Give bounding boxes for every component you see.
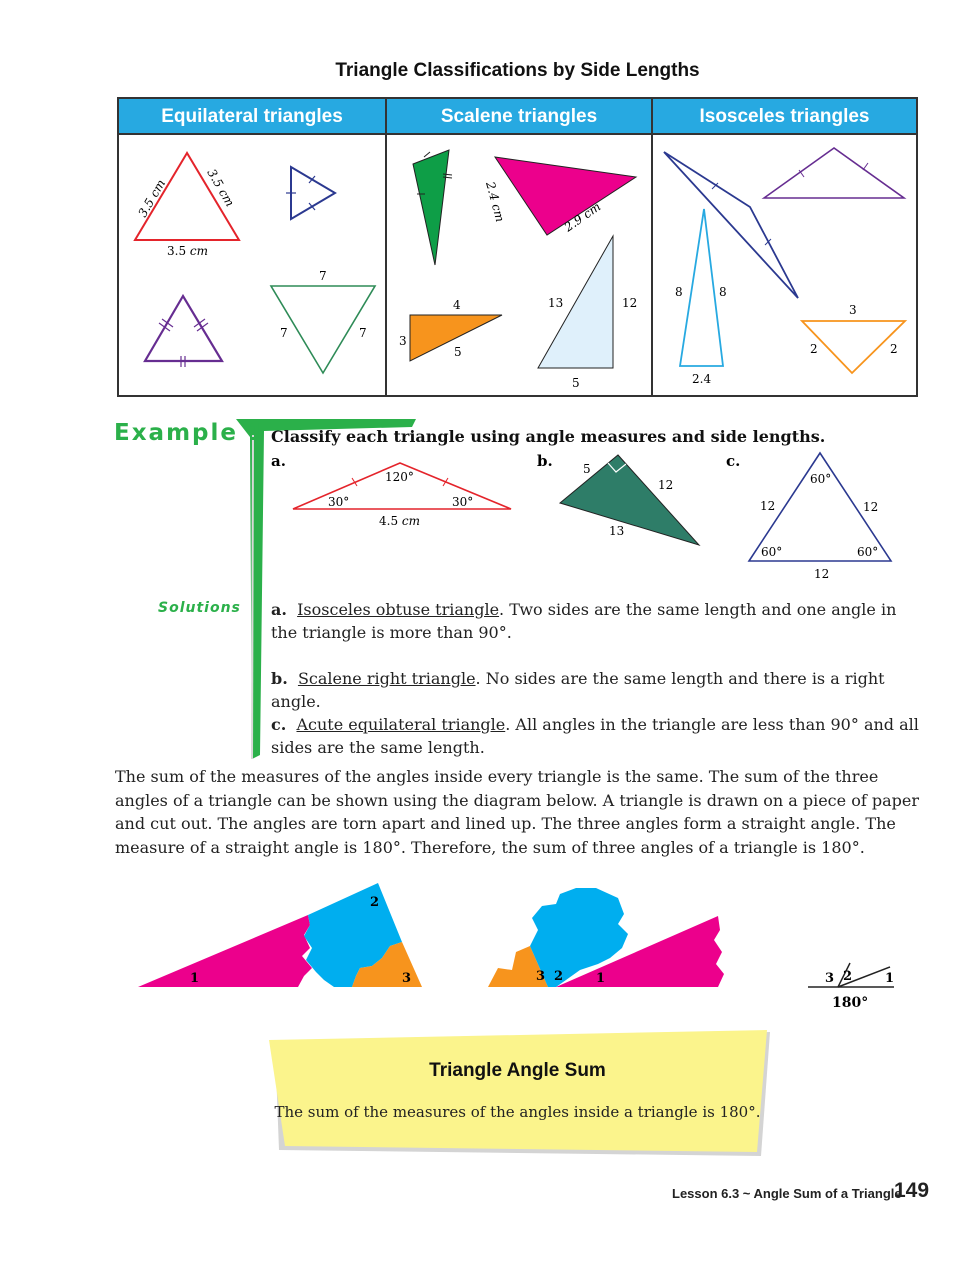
label-left: 8 [675, 285, 683, 299]
label-top: 4 [453, 298, 461, 312]
angle-top: 120° [385, 470, 414, 484]
torn-angles [488, 888, 724, 987]
solution-a: a. Isosceles obtuse triangle. Two sides are the same length and one angle in the triangle is more than 90°. [271, 600, 897, 642]
label-side-b: 3.5 cm [204, 166, 238, 210]
angle-sum-diagram [120, 880, 920, 1020]
header-isosceles: Isosceles triangles [653, 99, 916, 133]
label-right: 2 [890, 342, 898, 356]
letter-c: c. [726, 452, 741, 470]
equilateral-triangle-green [271, 269, 375, 373]
rule-title: Triangle Angle Sum [429, 1060, 606, 1081]
example-b [537, 452, 699, 545]
sketch-3-label: 3 [825, 971, 835, 986]
header-equilateral: Equilateral triangles [119, 99, 385, 133]
side-long: 12 [658, 478, 674, 492]
label-top: 7 [319, 269, 327, 283]
table-title: Triangle Classifications by Side Lengths [335, 60, 700, 81]
rule-box [265, 1030, 770, 1160]
header-scalene: Scalene triangles [387, 99, 651, 133]
letter-b: b. [537, 452, 553, 470]
label-left: 2 [810, 342, 818, 356]
isosceles-triangle-blue [675, 209, 727, 386]
label-left: 3 [399, 334, 407, 348]
side-left: 12 [760, 499, 776, 513]
angle-2-label: 2 [370, 895, 380, 910]
torn-2-label: 2 [554, 969, 564, 984]
angle-3-label: 3 [402, 971, 412, 986]
angle-right: 60° [857, 545, 879, 559]
scalene-triangle-orange [399, 298, 502, 361]
label-right: 12 [622, 296, 638, 310]
equilateral-triangle-purple [145, 296, 222, 367]
example-a [271, 452, 511, 528]
straight-angle-sketch [808, 963, 894, 1011]
side-short: 5 [583, 462, 591, 476]
page-number: 149 [894, 1179, 930, 1202]
isosceles-triangle-navy [664, 152, 798, 298]
example-c [726, 452, 891, 581]
torn-3-label: 3 [536, 969, 546, 984]
label-side-b: 2.9 cm [561, 199, 604, 235]
angle-top: 60° [810, 472, 832, 486]
scalene-triangle-lightblue [538, 236, 637, 390]
scalene-triangle-green [413, 150, 452, 265]
angle-sum-paragraph: The sum of the measures of the angles inside every triangle is the same. The sum of the three angles of a triangle can be shown using the diagram below. A triangle is drawn on a piece of paper and cut out. The angles are torn apart and lined up. The three angles form a straight angle. The measure of a straight angle is 180°. Therefore, the sum of three angles of a triangle is 180°. [115, 767, 919, 857]
side-base: 12 [814, 567, 830, 581]
base-length: 4.5 cm [379, 514, 421, 528]
label-bottom: 5 [572, 376, 580, 390]
straight-angle-label: 180° [832, 995, 869, 1011]
sketch-1-label: 1 [885, 971, 895, 986]
example-instruction: Classify each triangle using angle measures and side lengths. [271, 427, 826, 446]
isosceles-triangle-orange [802, 303, 905, 373]
solutions-label: Solutions [158, 600, 241, 616]
label-base: 2.4 [692, 372, 712, 386]
footer-lesson: Lesson 6.3 ~ Angle Sum of a Triangle [672, 1186, 902, 1201]
angle-1-label: 1 [190, 971, 200, 986]
equilateral-triangle-blue [286, 167, 335, 219]
label-bottom: 5 [454, 345, 462, 359]
angle-right: 30° [452, 495, 474, 509]
label-left: 7 [280, 326, 288, 340]
label-top: 3 [849, 303, 857, 317]
label-left: 13 [548, 296, 564, 310]
sketch-2-label: 2 [843, 969, 853, 984]
side-right: 12 [863, 500, 879, 514]
rule-text: The sum of the measures of the angles inside a triangle is 180°. [274, 1103, 761, 1121]
label-right: 8 [719, 285, 727, 299]
solution-b: b. Scalene right triangle. No sides are the same length and there is a right angle. [271, 669, 885, 711]
scalene-triangle-magenta [483, 157, 636, 235]
equilateral-triangle-red [135, 153, 239, 258]
label-right: 7 [359, 326, 367, 340]
label-base: 3.5 cm [167, 244, 209, 258]
angle-left: 30° [328, 495, 350, 509]
example-figures [260, 445, 940, 585]
hypotenuse: 13 [609, 524, 625, 538]
example-label: Example 1 [114, 420, 266, 446]
letter-a: a. [271, 452, 286, 470]
whole-triangle [138, 883, 422, 987]
isosceles-triangle-purple [764, 148, 904, 198]
angle-left: 60° [761, 545, 783, 559]
table-figures [0, 0, 979, 400]
torn-1-label: 1 [596, 971, 606, 986]
solution-c: c. Acute equilateral triangle. All angles in the triangle are less than 90° and all sides are the same length. [271, 715, 919, 757]
label-side-a: 3.5 cm [135, 176, 169, 220]
label-side-a: 2.4 cm [483, 180, 508, 224]
